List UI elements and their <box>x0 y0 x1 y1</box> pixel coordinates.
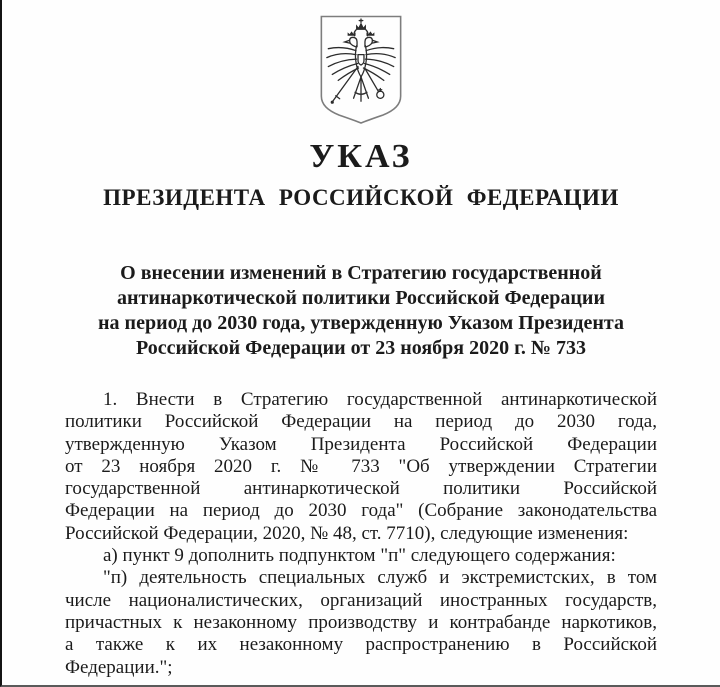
body-line: 1. Внести в Стратегию государственной антинаркотической <box>103 389 657 410</box>
body-line: Федерации."; <box>65 656 173 678</box>
body-line: а) пункт 9 дополнить подпунктом "п" следующего содержания: <box>103 545 616 567</box>
body-line: утвержденную Указом Президента Российской Федерации <box>65 433 657 455</box>
document-subject <box>81 261 641 361</box>
body-line: а также к их незаконному распространению в Российской <box>65 634 657 656</box>
subject-line: на период до 2030 года, утвержденную Указом Президента <box>98 312 624 334</box>
body-line: от 23 ноября 2020 г. № 733 "Об утверждении Стратегии <box>65 455 657 477</box>
subject-line: антинаркотической политики Российской Федерации <box>117 287 605 309</box>
body-line: государственной антинаркотической политики Российской <box>65 478 657 500</box>
body-line: Российской Федерации, 2020, № 48, ст. 7710), следующие изменения: <box>65 522 629 544</box>
body-line: политики Российской Федерации на период до 2030 года, <box>65 411 657 433</box>
subject-line: Российской Федерации от 23 ноября 2020 г. № 733 <box>135 337 587 359</box>
russia-coat-of-arms-svg <box>315 15 407 124</box>
subject-line: О внесении изменений в Стратегию государственной <box>120 262 602 284</box>
russia-coat-of-arms-icon <box>315 15 407 124</box>
document-body <box>65 389 657 679</box>
body-line: Федерации на период до 2030 года" (Собрание законодательства <box>65 500 657 522</box>
document-issuer-heading: ПРЕЗИДЕНТА РОССИЙСКОЙ ФЕДЕРАЦИИ <box>103 185 619 210</box>
body-line: "п) деятельность специальных служб и экстремистских, в том <box>103 567 657 589</box>
body-line: причастных к незаконному производству и контрабанде наркотиков, <box>65 611 657 633</box>
document-kind-heading: УКАЗ <box>309 138 413 175</box>
body-line: числе националистических, организаций иностранных государств, <box>65 589 657 611</box>
